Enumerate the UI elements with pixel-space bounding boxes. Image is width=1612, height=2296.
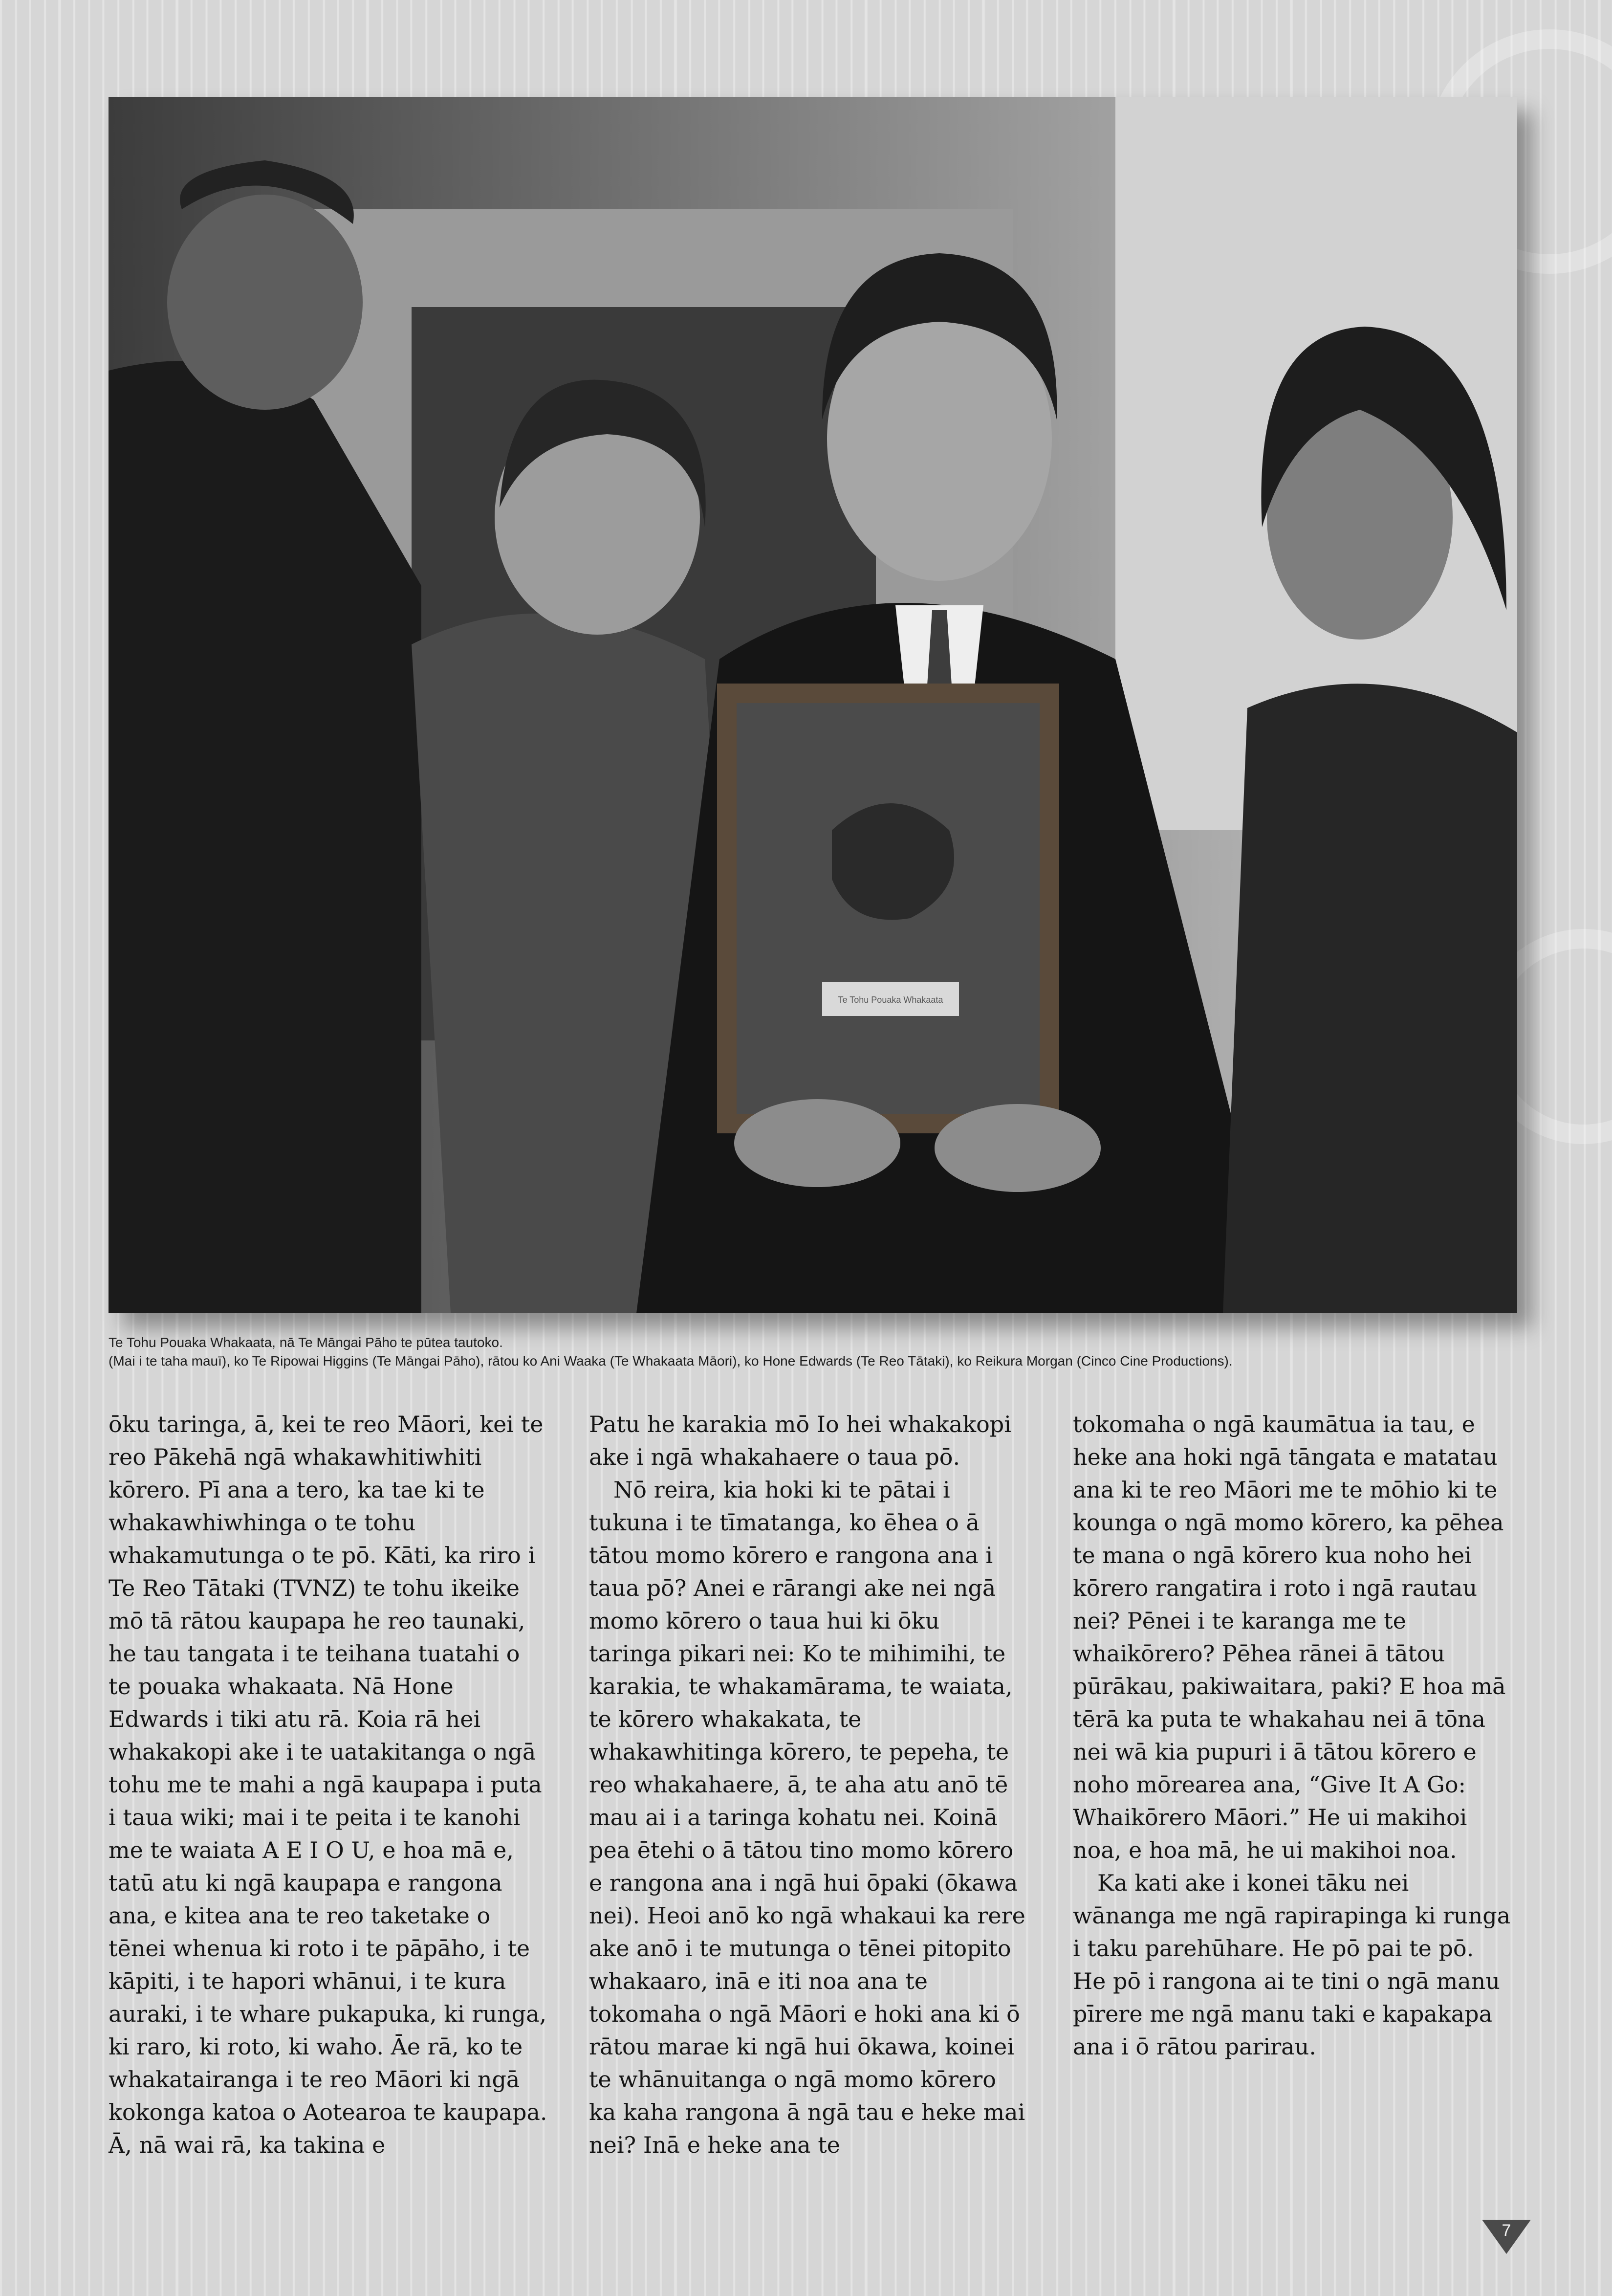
photo-caption-line-2: (Mai i te taha mauī), ko Te Ripowai Higgins (Te Māngai Pāho), rātou ko Ani Waaka (Te Whakaata Māori), ko Hone Edwards (Te Reo Tātaki), ko Reikura Morgan (Cinco Cine Productions).: [109, 1353, 1233, 1369]
award-photo: [109, 97, 1517, 1313]
column-2-paragraph-1: Patu he karakia mō Io hei whakakopi ake i ngā whakahaere o taua pō.: [589, 1411, 1011, 1470]
photo-caption-line-1: Te Tohu Pouaka Whakaata, nā Te Māngai Pāho te pūtea tautoko.: [109, 1335, 503, 1350]
text-column-1: [109, 1408, 548, 2162]
page-number: 7: [1502, 2221, 1511, 2240]
column-1-paragraph-1: ōku taringa, ā, kei te reo Māori, kei te reo Pākehā ngā whakawhitiwhiti kōrero. Pī ana a tero, ka tae ki te whakawhiwhinga o te tohu whakamutunga o te pō. Kāti, ka riro i Te Reo Tātaki (TVNZ) te tohu ikeike mō tā rātou kaupapa he reo taunaki, he tau tangata i te teihana tuatahi o te pouaka whakaata. Nā Hone Edwards i tiki atu rā. Koia rā hei whakakopi ake i te uatakitanga o ngā tohu me te mahi a ngā kaupapa i puta i taua wiki; mai i te peita i te kanohi me te waiata A E I O U, e hoa mā e, tatū atu ki ngā kaupapa e rangona ana, e kitea ana te reo taketake o tēnei whenua ki roto i te pāpāho, i te kāpiti, i te hapori whānui, i te kura auraki, i te whare pukapuka, ki runga, ki raro, ki roto, ki waho. Āe rā, ko te whakatairanga i te reo Māori ki ngā kokonga katoa o Aotearoa te kaupapa. Ā, nā wai rā, ka takina e: [109, 1411, 547, 2158]
text-column-3: [1073, 1408, 1513, 2063]
column-2-paragraph-2: Nō reira, kia hoki ki te pātai i tukuna i te tīmatanga, ko ēhea o ā tātou momo kōrero e rangona ana i taua pō? Anei e rārangi ake nei ngā momo kōrero o taua hui ki ōku taringa pikari nei: Ko te mihimihi, te karakia, te whakamārama, te waiata, te kōrero whakakata, te whakawhitinga kōrero, te pepeha, te reo whakahaere, ā, te aha atu anō tē mau ai i a taringa kohatu nei. Koinā pea ētehi o ā tātou tino momo kōrero e rangona ana i ngā hui ōpaki (ōkawa nei). Heoi anō ko ngā whakaui ka rere ake anō i te mutunga o tēnei pitopito whakaaro, inā e iti noa ana te tokomaha o ngā Māori e hoki ana ki ō rātou marae ki ngā hui ōkawa, koinei te whānuitanga o ngā momo kōrero ka kaha rangona ā ngā tau e heke mai nei? Inā e heke ana te: [589, 1477, 1025, 2158]
text-column-2: [589, 1408, 1029, 2162]
column-3-paragraph-1: tokomaha o ngā kaumātua ia tau, e heke ana hoki ngā tāngata e matatau ana ki te reo Māori me te mōhio ki te kounga o ngā momo kōrero, ka pēhea te mana o ngā kōrero kua noho hei kōrero rangatira i roto i ngā rautau nei? Pēnei i te karanga me te whaikōrero? Pēhea rānei ā tātou pūrākau, pakiwaitara, paki? E hoa mā tērā ka puta te whakahau nei ā tōna nei wā kia pupuri i ā tātou kōrero e noho mōrearea ana, “Give It A Go: Whaikōrero Māori.” He ui makihoi noa, e hoa mā, he ui makihoi noa.: [1073, 1411, 1506, 1863]
photo-illustration: [109, 97, 1517, 1313]
plaque-text: Te Tohu Pouaka Whakaata: [838, 995, 943, 1005]
column-3-paragraph-2: Ka kati ake i konei tāku nei wānanga me ngā rapirapinga ki runga i taku parehūhare. He pō pai te pō. He pō i rangona ai te tini o ngā manu pīrere me ngā manu taki e kapakapa ana i ō rātou parirau.: [1073, 1870, 1511, 2060]
